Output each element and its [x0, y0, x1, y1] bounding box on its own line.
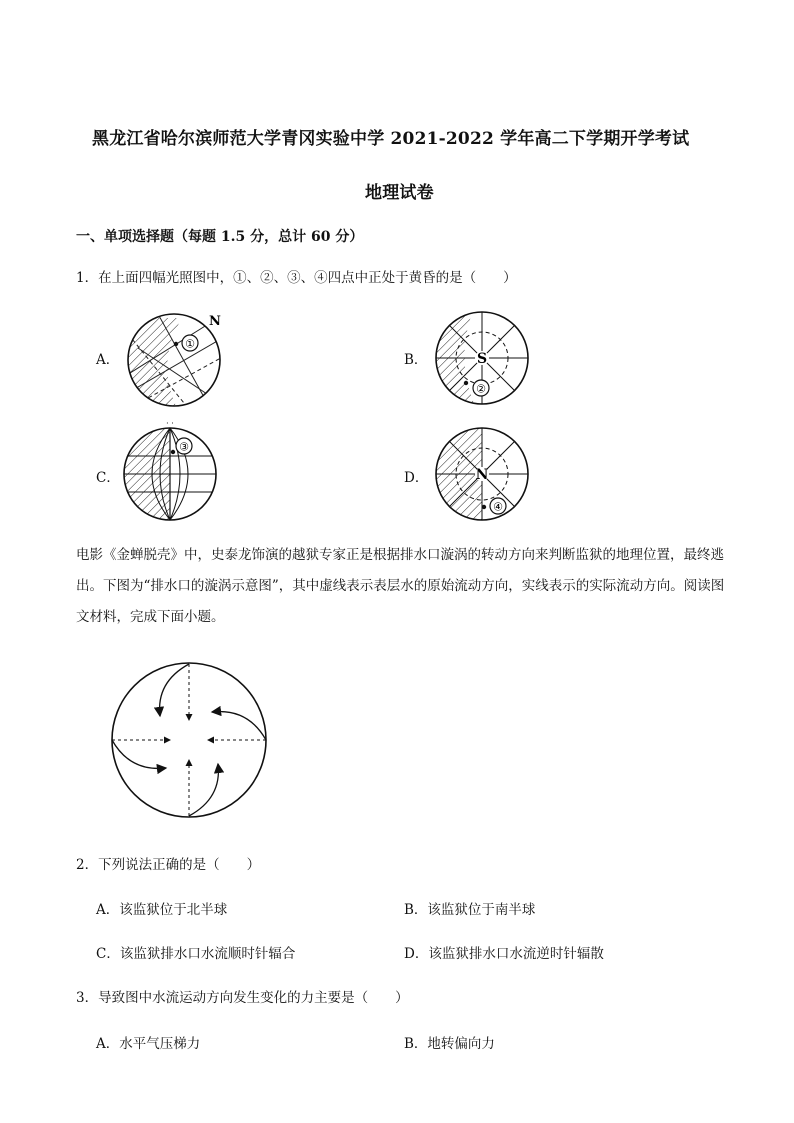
q1-figure-a-mark: ①	[185, 337, 195, 351]
page-subtitle: 地理试卷	[365, 183, 434, 203]
q1-figure-b-pole: S	[476, 351, 488, 367]
svg-text:· ·: · ·	[166, 422, 174, 428]
q1-option-a-label: A．	[96, 352, 120, 368]
section-heading: 一、单项选择题（每题 1.5 分，总计 60 分）	[76, 229, 364, 245]
q3-option-a[interactable]: A．水平气压梯力	[96, 1036, 201, 1052]
q1-figure-b-mark: ②	[476, 382, 486, 396]
question-3-stem: 3．导致图中水流运动方向发生变化的力主要是（ ）	[76, 990, 409, 1006]
q3-option-b[interactable]: B．地转偏向力	[404, 1036, 495, 1052]
q1-option-b-label: B．	[404, 352, 428, 368]
q2-option-d[interactable]: D．该监狱排水口水流逆时针辐散	[404, 946, 604, 962]
q1-figure-a-pole: N	[209, 314, 221, 329]
q1-figure-d	[432, 424, 534, 524]
question-1-stem: 1．在上面四幅光照图中，①、②、③、④四点中正处于黄昏的是（ ）	[76, 270, 517, 286]
drain-vortex-figure	[104, 660, 272, 820]
reading-passage: 电影《金蝉脱壳》中，史泰龙饰演的越狱专家正是根据排水口漩涡的转动方向来判断监狱的地理位置，最终逃出。下图为“排水口的漩涡示意图”，其中虚线表示表层水的原始流动方向，实线表示的实际流动方向。阅读图文材料，完成下面小题。	[76, 547, 725, 625]
q1-figure-d-pole: N	[475, 467, 489, 483]
question-2-stem: 2．下列说法正确的是（ ）	[76, 857, 261, 873]
q2-option-c[interactable]: C．该监狱排水口水流顺时针辐合	[96, 946, 296, 962]
q1-figure-c	[120, 422, 220, 522]
q1-figure-b	[430, 308, 534, 410]
q1-figure-c-mark: ③	[179, 440, 189, 454]
q1-figure-a	[118, 308, 230, 408]
q1-option-d-label: D．	[404, 470, 429, 486]
page-title: 黑龙江省哈尔滨师范大学青冈实验中学 2021-2022 学年高二下学期开学考试	[92, 129, 690, 149]
q1-option-c-label: C．	[96, 470, 120, 486]
q2-option-a[interactable]: A．该监狱位于北半球	[96, 902, 228, 918]
q2-option-b[interactable]: B．该监狱位于南半球	[404, 902, 536, 918]
q1-figure-d-mark: ④	[493, 500, 503, 514]
